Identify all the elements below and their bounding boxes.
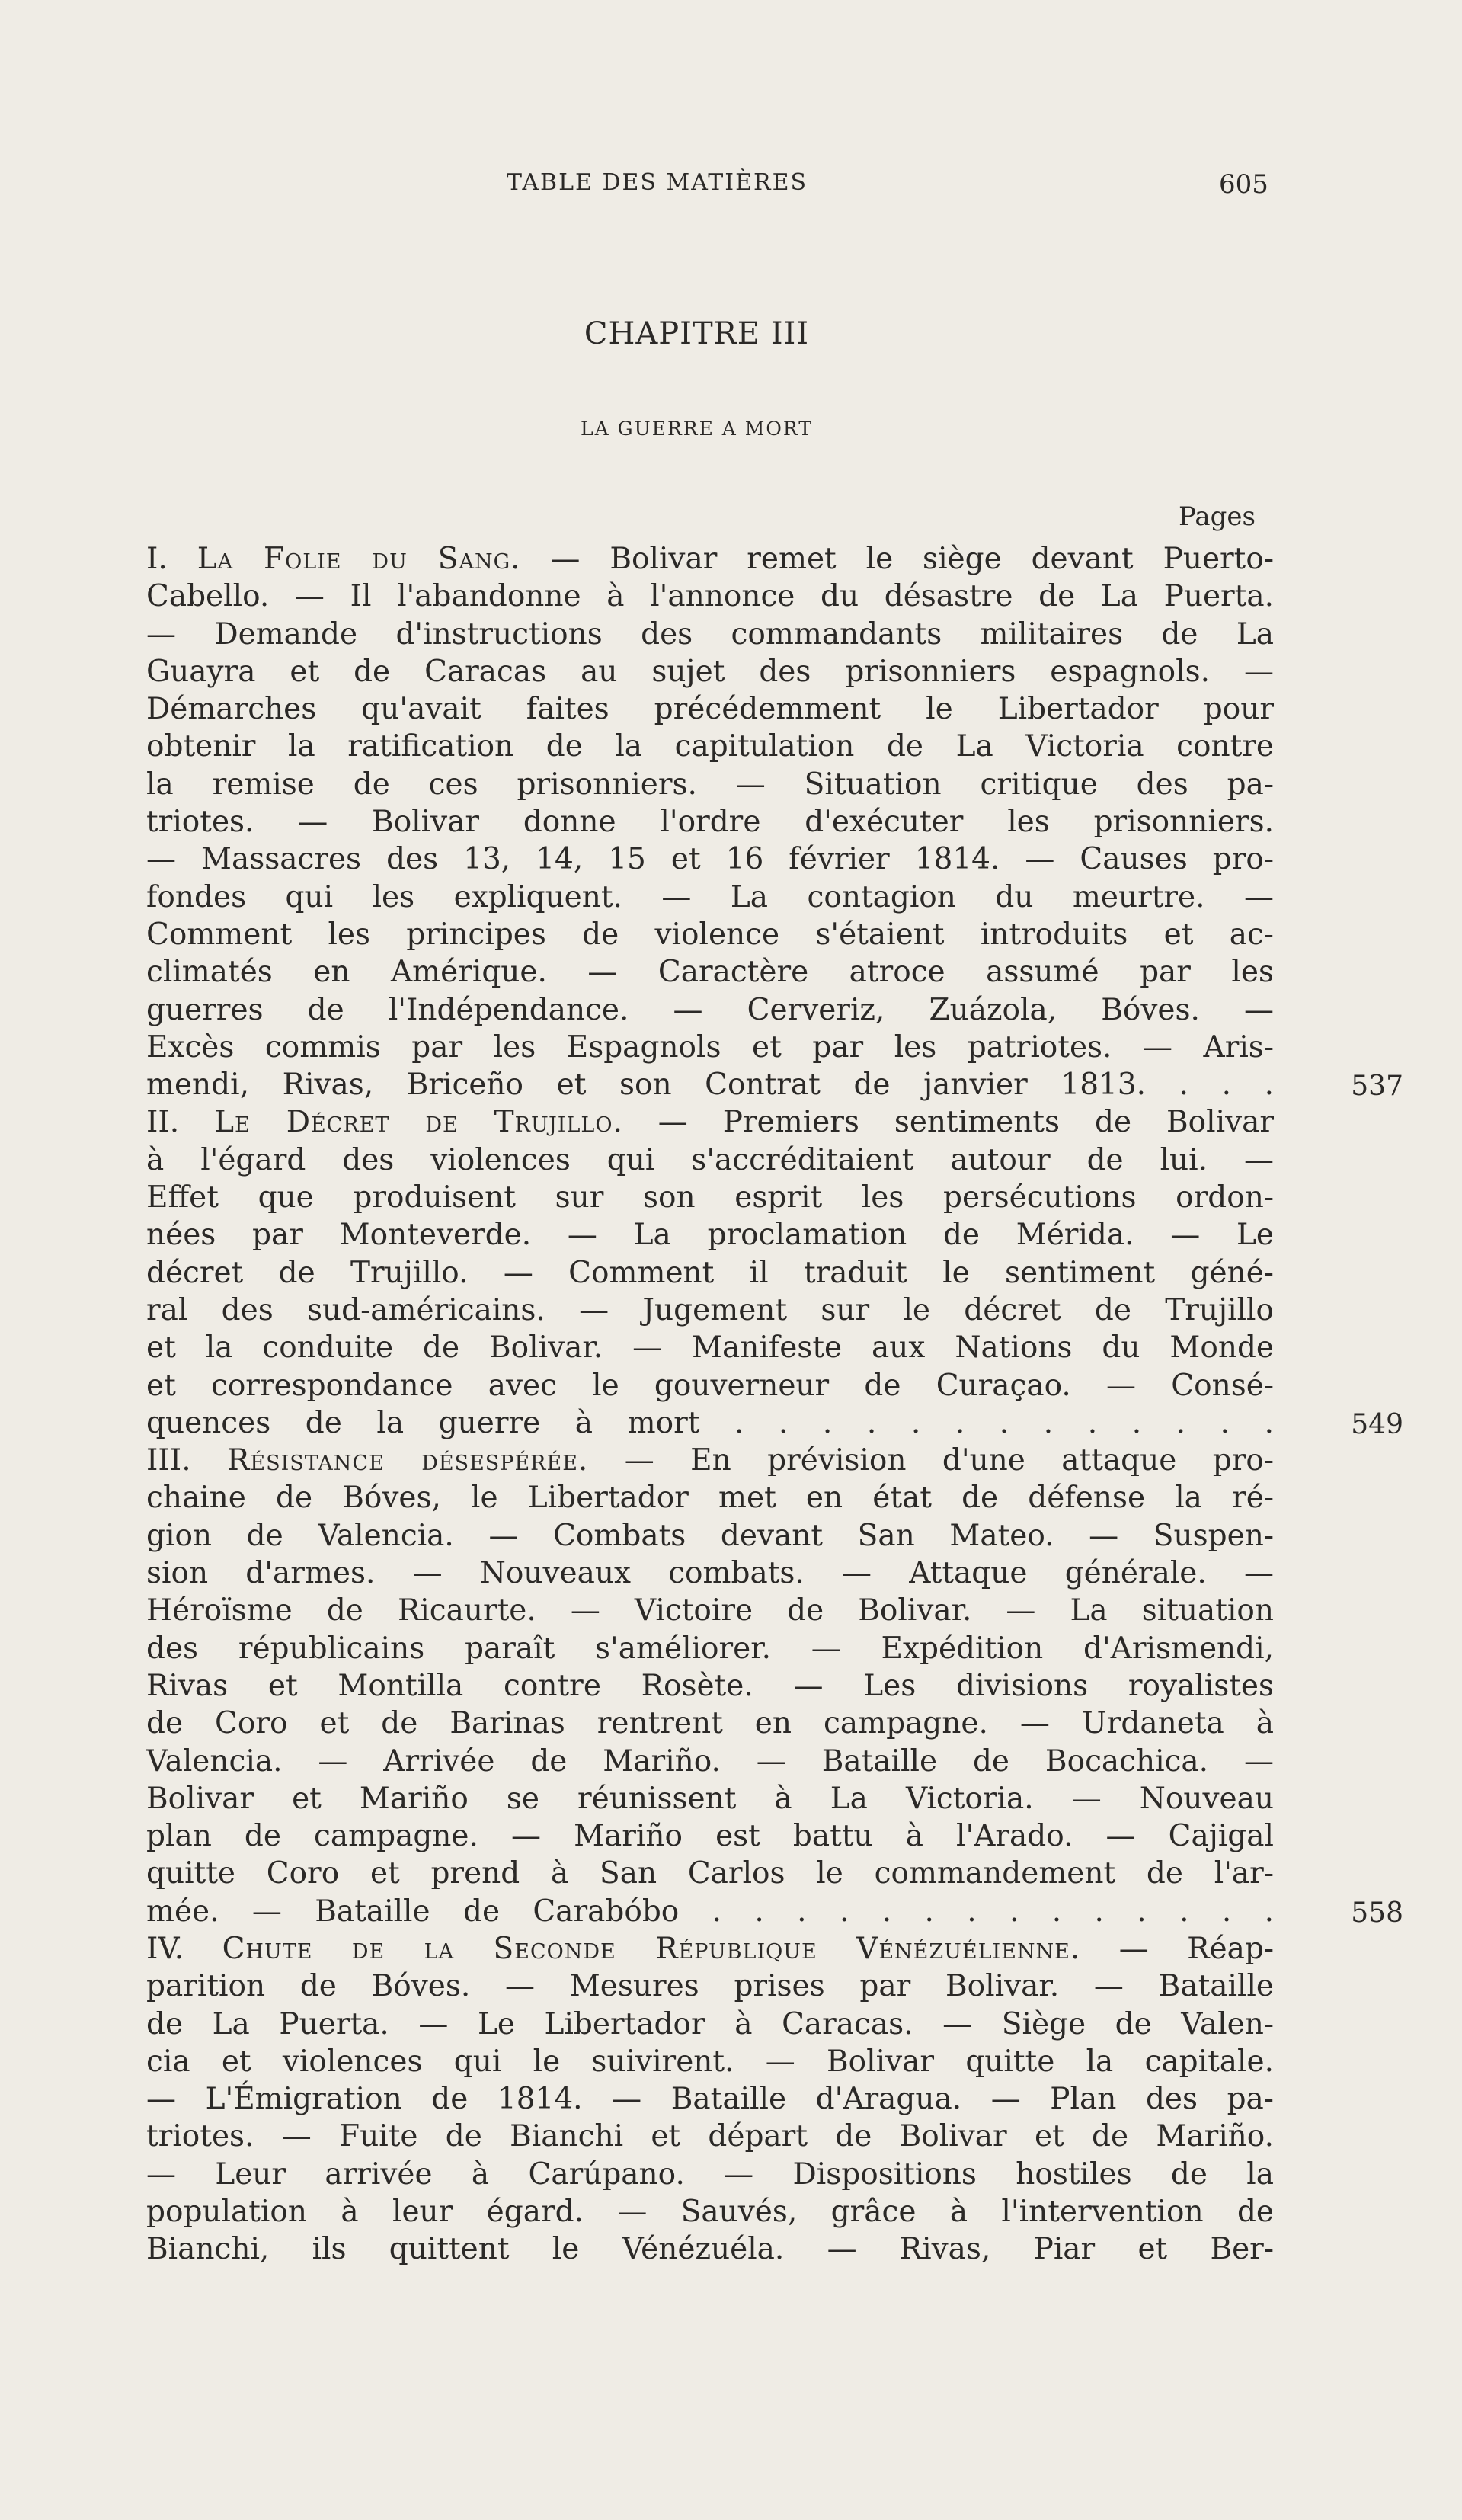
toc-line: quences de la guerre à mort . . . . . . . . . . . . . bbox=[146, 1405, 1274, 1440]
toc-line: fondes qui les expliquent. — La contagion du meurtre. — bbox=[146, 879, 1274, 914]
toc-line: de La Puerta. — Le Libertador à Caracas. — Siège de Valen- bbox=[146, 2006, 1274, 2041]
toc-line: quitte Coro et prend à San Carlos le commandement de l'ar- bbox=[146, 1856, 1274, 1891]
toc-line: nées par Monteverde. — La proclamation de Mérida. — Le bbox=[146, 1218, 1274, 1253]
toc-line: ral des sud-américains. — Jugement sur le décret de Trujillo bbox=[146, 1292, 1274, 1327]
toc-line: de Coro et de Barinas rentrent en campagne. — Urdaneta à bbox=[146, 1706, 1274, 1741]
toc-line: Excès commis par les Espagnols et par les patriotes. — Aris- bbox=[146, 1029, 1274, 1065]
toc-line: Rivas et Montilla contre Rosète. — Les divisions royalistes bbox=[146, 1668, 1274, 1703]
toc-last-line-wrap bbox=[146, 1893, 1403, 1930]
toc-entry-page: 549 bbox=[1351, 1408, 1403, 1440]
entry-heading: Le Décret de Trujillo. bbox=[214, 1105, 623, 1140]
toc-line: des républicains paraît s'améliorer. — Expédition d'Arismendi, bbox=[146, 1631, 1274, 1666]
toc-line: — L'Émigration de 1814. — Bataille d'Aragua. — Plan des pa- bbox=[146, 2082, 1274, 2117]
toc-last-line-wrap bbox=[146, 1404, 1403, 1442]
toc-line: Héroïsme de Ricaurte. — Victoire de Bolivar. — La situation bbox=[146, 1593, 1274, 1628]
entry-heading: Chute de la Seconde République Vénézuélienne. bbox=[222, 1931, 1081, 1966]
entry-heading: Résistance désespérée. bbox=[227, 1443, 589, 1478]
toc-line: — Leur arrivée à Carúpano. — Dispositions hostiles de la bbox=[146, 2157, 1274, 2192]
toc-line: parition de Bóves. — Mesures prises par Bolivar. — Bataille bbox=[146, 1969, 1274, 2004]
toc-line: et la conduite de Bolivar. — Manifeste aux Nations du Monde bbox=[146, 1330, 1274, 1366]
toc-line: la remise de ces prisonniers. — Situation critique des pa- bbox=[146, 767, 1274, 802]
page-number: 605 bbox=[1219, 169, 1268, 200]
toc-line: Comment les principes de violence s'étaient introduits et ac- bbox=[146, 917, 1274, 952]
chapter-subtitle: LA GUERRE A MORT bbox=[581, 418, 813, 440]
toc-line: climatés en Amérique. — Caractère atroce assumé par les bbox=[146, 955, 1274, 990]
toc-line: triotes. — Bolivar donne l'ordre d'exécuter les prisonniers. bbox=[146, 805, 1274, 840]
toc-line: Cabello. — Il l'abandonne à l'annonce du désastre de La Puerta. bbox=[146, 579, 1274, 614]
toc-line: Valencia. — Arrivée de Mariño. — Bataille de Bocachica. — bbox=[146, 1744, 1274, 1779]
toc-line: chaine de Bóves, le Libertador met en état de défense la ré- bbox=[146, 1481, 1274, 1516]
toc-line: — Demande d'instructions des commandants militaires de La bbox=[146, 616, 1274, 652]
toc-line: population à leur égard. — Sauvés, grâce à l'intervention de bbox=[146, 2195, 1274, 2230]
toc-line: mendi, Rivas, Briceño et son Contrat de janvier 1813. . . . bbox=[146, 1068, 1274, 1103]
toc-line: à l'égard des violences qui s'accréditaient autour de lui. — bbox=[146, 1142, 1274, 1177]
toc-entry-2 bbox=[146, 1103, 1403, 1442]
toc-line: obtenir la ratification de la capitulation de La Victoria contre bbox=[146, 729, 1274, 764]
toc-last-line-wrap bbox=[146, 1066, 1403, 1103]
toc-line: I. La Folie du Sang. — Bolivar remet le siège devant Puerto- bbox=[146, 542, 1274, 576]
running-title: TABLE DES MATIÈRES bbox=[507, 169, 808, 196]
toc-line: gion de Valencia. — Combats devant San Mateo. — Suspen- bbox=[146, 1518, 1274, 1553]
toc-line: plan de campagne. — Mariño est battu à l'Arado. — Cajigal bbox=[146, 1819, 1274, 1854]
toc-entry-4 bbox=[146, 1930, 1274, 2269]
toc-line: Bolivar et Mariño se réunissent à La Victoria. — Nouveau bbox=[146, 1781, 1274, 1816]
toc-line: et correspondance avec le gouverneur de Curaçao. — Consé- bbox=[146, 1368, 1274, 1403]
toc-line: III. Résistance désespérée. — En prévision d'une attaque pro- bbox=[146, 1443, 1274, 1478]
toc-line: cia et violences qui le suivirent. — Bolivar quitte la capitale. bbox=[146, 2044, 1274, 2079]
toc-line: guerres de l'Indépendance. — Cerveriz, Zuázola, Bóves. — bbox=[146, 992, 1274, 1027]
toc-line: IV. Chute de la Seconde République Vénézuélienne. — Réap- bbox=[146, 1931, 1274, 1966]
toc-line: Effet que produisent sur son esprit les persécutions ordon- bbox=[146, 1180, 1274, 1215]
running-head bbox=[0, 169, 1462, 200]
toc-line: II. Le Décret de Trujillo. — Premiers sentiments de Bolivar bbox=[146, 1105, 1274, 1140]
toc-line: Guayra et de Caracas au sujet des prisonniers espagnols. — bbox=[146, 654, 1274, 689]
toc-line: triotes. — Fuite de Bianchi et départ de Bolivar et de Mariño. bbox=[146, 2119, 1274, 2154]
toc-line: décret de Trujillo. — Comment il traduit le sentiment géné- bbox=[146, 1255, 1274, 1290]
toc-entry-1 bbox=[146, 540, 1403, 1103]
toc-entry-3 bbox=[146, 1442, 1403, 1930]
toc-line: Démarches qu'avait faites précédemment le Libertador pour bbox=[146, 692, 1274, 727]
toc-entry-page: 537 bbox=[1351, 1071, 1403, 1103]
toc-entry-page: 558 bbox=[1351, 1897, 1403, 1929]
toc-line: mée. — Bataille de Carabóbo . . . . . . . . . . . . . . bbox=[146, 1894, 1274, 1929]
chapter-title: CHAPITRE III bbox=[584, 316, 810, 351]
pages-column-label: Pages bbox=[1179, 501, 1256, 532]
toc-line: — Massacres des 13, 14, 15 et 16 février 1814. — Causes pro- bbox=[146, 842, 1274, 877]
toc-entries bbox=[146, 540, 1403, 2269]
entry-heading: La Folie du Sang. bbox=[197, 542, 521, 576]
toc-line: sion d'armes. — Nouveaux combats. — Attaque générale. — bbox=[146, 1556, 1274, 1591]
toc-line: Bianchi, ils quittent le Vénézuéla. — Rivas, Piar et Ber- bbox=[146, 2232, 1274, 2267]
